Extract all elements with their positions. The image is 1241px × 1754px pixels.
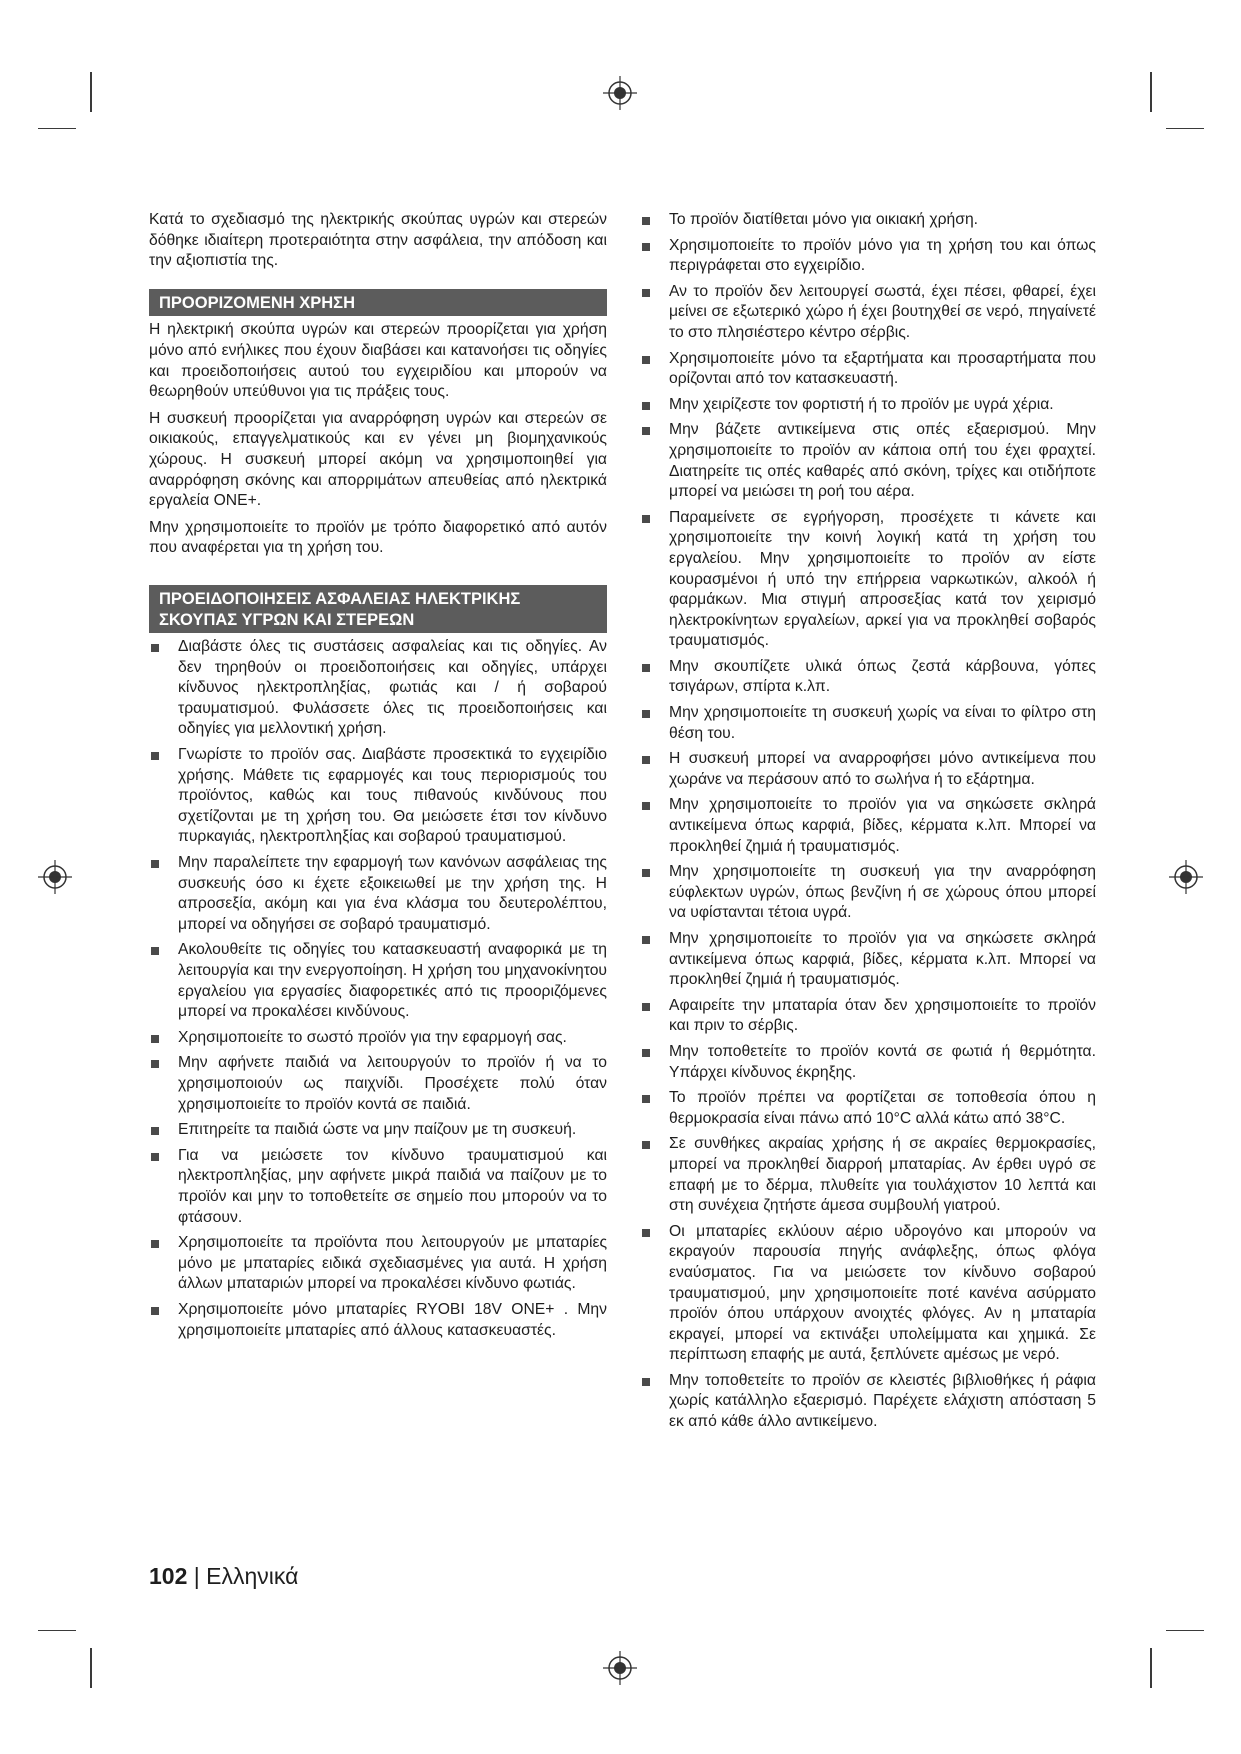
- square-bullet-icon: [642, 1095, 650, 1103]
- list-item: [640, 349, 1096, 390]
- list-item-text: Μην χρησιμοποιείτε το προϊόν για να σηκώσετε σκληρά αντικείμενα όπως καρφιά, βίδες, κέρματα κ.λπ. Μπορεί να προκληθεί ζημιά ή τραυματισμός.: [669, 930, 1096, 989]
- list-item-text: Μην τοποθετείτε το προϊόν σε κλειστές βιβλιοθήκες ή ράφια χωρίς κατάλληλο εξαερισμό. Παρέχετε ελάχιστη απόσταση 5 εκ από κάθε άλλο αντικείμενο.: [669, 1371, 1096, 1431]
- list-item-text: Αφαιρείτε την μπαταρία όταν δεν χρησιμοποιείτε το προϊόν και πριν το σέρβις.: [669, 996, 1096, 1035]
- list-item: [640, 1088, 1096, 1129]
- list-item: [640, 996, 1096, 1037]
- square-bullet-icon: [151, 1240, 159, 1248]
- list-item: [640, 929, 1096, 991]
- square-bullet-icon: [642, 356, 650, 364]
- intended-use-paragraph: Μην χρησιμοποιείτε το προϊόν με τρόπο διαφορετικό από αυτόν που αναφέρεται για τη χρήση του.: [149, 518, 607, 557]
- list-item-text: Για να μειώσετε τον κίνδυνο τραυματισμού και ηλεκτροπληξίας, μην αφήνετε μικρά παιδιά να παίζουν με το προϊόν και μην το τοποθετείτε σε σημείο που μπορούν να το φτάσουν.: [178, 1146, 607, 1226]
- intended-use-paragraph: Η ηλεκτρική σκούπα υγρών και στερεών προορίζεται για χρήση μόνο από ενήλικες που έχουν διαβάσει και κατανοήσει τις οδηγίες και προειδοποιήσεις αυτού του εγχειριδίου και μπορούν να θεωρηθούν υπεύθυνοι για τις πράξεις τους.: [149, 321, 607, 401]
- list-item-text: Το προϊόν διατίθεται μόνο για οικιακή χρήση.: [669, 211, 979, 228]
- list-item: [640, 395, 1096, 416]
- list-item: [149, 1233, 607, 1295]
- list-item: [640, 1042, 1096, 1083]
- square-bullet-icon: [151, 860, 159, 868]
- square-bullet-icon: [642, 802, 650, 810]
- crop-mark: [90, 1648, 92, 1688]
- list-item: [640, 703, 1096, 744]
- safety-heading-line: ΣΚΟΥΠΑΣ ΥΓΡΩΝ ΚΑΙ ΣΤΕΡΕΩΝ: [159, 610, 415, 629]
- square-bullet-icon: [642, 243, 650, 251]
- list-item-text: Μην σκουπίζετε υλικά όπως ζεστά κάρβουνα, γόπες τσιγάρων, σπίρτα κ.λπ.: [669, 657, 1096, 696]
- left-column: [149, 210, 607, 1346]
- square-bullet-icon: [642, 1378, 650, 1386]
- list-item: [640, 1222, 1096, 1366]
- list-item-text: Μην παραλείπετε την εφαρμογή των κανόνων ασφάλειας της συσκευής όσο κι έχετε εξοικειωθεί με την χρήση της. Η απροσεξία, ακόμη και για ένα κλάσμα του δευτερολέπτου, μπορεί να οδηγήσει σε σοβαρό τραυματισμό.: [178, 854, 607, 933]
- square-bullet-icon: [151, 1060, 159, 1068]
- list-item: [640, 1134, 1096, 1216]
- list-item-text: Παραμείνετε σε εγρήγορση, προσέχετε τι κάνετε και χρησιμοποιείτε την κοινή λογική κατά τη χρήση του εργαλείου. Μην χρησιμοποιείτε το προϊόν αν είστε κουρασμένοι ή υπό την επήρρεια ναρκωτικών, αλκοόλ ή φαρμάκων. Μια στιγμή απροσεξίας κατά τον χειρισμό ηλεκτροκίνητων εργαλείων, αρκεί για να προκληθεί σοβαρός τραυματισμός.: [669, 508, 1096, 650]
- square-bullet-icon: [642, 427, 650, 435]
- registration-mark-icon: [603, 76, 637, 110]
- square-bullet-icon: [642, 1229, 650, 1237]
- square-bullet-icon: [642, 1049, 650, 1057]
- square-bullet-icon: [642, 936, 650, 944]
- list-item-text: Μην χρησιμοποιείτε τη συσκευή για την αναρρόφηση εύφλεκτων υγρών, όπως βενζίνη ή σε χώρους όπου μπορεί να υφίστανται τέτοια υγρά.: [669, 863, 1096, 922]
- list-item-text: Χρησιμοποιείτε τα προϊόντα που λειτουργούν με μπαταρίες μόνο με μπαταρίες ειδικά σχεδιασμένες για αυτά. Η χρήση άλλων μπαταριών μπορεί να προκαλέσει κίνδυνο φωτιάς.: [178, 1234, 607, 1293]
- list-item: [149, 745, 607, 848]
- list-item-text: Μην χρησιμοποιείτε το προϊόν για να σηκώσετε σκληρά αντικείμενα όπως καρφιά, βίδες, κέρματα κ.λπ. Μπορεί να προκληθεί ζημιά ή τραυματισμός.: [669, 796, 1096, 855]
- list-item-text: Οι μπαταρίες εκλύουν αέριο υδρογόνο και μπορούν να εκραγούν παρουσία πηγής ανάφλεξης, όπως φλόγα εναύσματος. Για να μειώσετε τον κίνδυνο σοβαρού τραυματισμού, μην χρησιμοποιείτε ποτέ κανένα ασύρματο προϊόν όπου υπάρχουν ανοιχτές φλόγες. Αν η μπαταρία εκραγεί, μπορεί να εκτινάξει υπολείμματα και χημικά. Σε περίπτωση επαφής με αυτά, ξεπλύνετε αμέσως με νερό.: [669, 1222, 1096, 1364]
- list-item-text: Σε συνθήκες ακραίας χρήσης ή σε ακραίες θερμοκρασίες, μπορεί να προκληθεί διαρροή μπαταρίας. Αν έρθει υγρό σε επαφή με το δέρμα, πλυθείτε για τουλάχιστον 10 λεπτά και στη συνέχεια ζητήστε άμεσα συμβουλή γιατρού.: [669, 1135, 1096, 1215]
- square-bullet-icon: [642, 515, 650, 523]
- list-item-text: Διαβάστε όλες τις συστάσεις ασφαλείας και τις οδηγίες. Αν δεν τηρηθούν οι προειδοποιήσεις και οδηγίες, υπάρχει κίνδυνος ηλεκτροπληξίας, φωτιάς και / ή σοβαρού τραυματισμού. Φυλάσσετε όλες τις προειδοποιήσεις και οδηγίες για μελλοντική χρήση.: [178, 638, 607, 738]
- crop-mark: [1166, 128, 1204, 129]
- square-bullet-icon: [151, 644, 159, 652]
- square-bullet-icon: [151, 752, 159, 760]
- list-item-text: Μην χρησιμοποιείτε τη συσκευή χωρίς να είναι το φίλτρο στη θέση του.: [669, 704, 1096, 742]
- square-bullet-icon: [642, 289, 650, 297]
- square-bullet-icon: [151, 1127, 159, 1135]
- page-number: 102: [149, 1563, 188, 1589]
- square-bullet-icon: [642, 710, 650, 718]
- crop-mark: [38, 1630, 76, 1631]
- list-item: [640, 508, 1096, 652]
- square-bullet-icon: [642, 402, 650, 410]
- square-bullet-icon: [151, 947, 159, 955]
- list-item-text: Χρησιμοποιείτε το σωστό προϊόν για την εφαρμογή σας.: [178, 1028, 567, 1046]
- list-item-text: Χρησιμοποιείτε το προϊόν μόνο για τη χρήση του και όπως περιγράφεται στο εγχειρίδιο.: [669, 236, 1096, 275]
- list-item: [149, 940, 607, 1022]
- footer-language: Ελληνικά: [206, 1563, 299, 1589]
- square-bullet-icon: [151, 1307, 159, 1315]
- list-item-text: Μην χειρίζεστε τον φορτιστή ή το προϊόν με υγρά χέρια.: [669, 395, 1054, 413]
- square-bullet-icon: [642, 756, 650, 764]
- list-item-text: Χρησιμοποιείτε μόνο μπαταρίες RYOBI 18V ONE+ . Μην χρησιμοποιείτε μπαταρίες από άλλους κατασκευαστές.: [178, 1300, 607, 1339]
- crop-mark: [90, 72, 92, 112]
- square-bullet-icon: [642, 664, 650, 672]
- footer-separator: |: [193, 1563, 200, 1589]
- list-item-text: Μην τοποθετείτε το προϊόν κοντά σε φωτιά ή θερμότητα. Υπάρχει κίνδυνος έκρηξης.: [669, 1042, 1096, 1081]
- registration-mark-icon: [1169, 860, 1203, 894]
- list-item: [149, 1300, 607, 1341]
- crop-mark: [1150, 1648, 1152, 1688]
- crop-mark: [1166, 1630, 1204, 1631]
- list-item: [640, 1371, 1096, 1433]
- list-item-text: Αν το προϊόν δεν λειτουργεί σωστά, έχει πέσει, φθαρεί, έχει μείνει σε εξωτερικό χώρο ή έχει βουτηχθεί σε νερό, πηγαίνετέ το στο πλησιέστερο κέντρο σέρβις.: [669, 282, 1096, 341]
- list-item-text: Γνωρίστε το προϊόν σας. Διαβάστε προσεκτικά το εγχειρίδιο χρήσης. Μάθετε τις εφαρμογές και τους περιορισμούς του προϊόντος, καθώς και τους πιθανούς κινδύνους που σχετίζονται με τη χρήση του. Θα μειώσετε έτσι τον κίνδυνο πυρκαγιάς, ηλεκτροπληξίας και σοβαρού τραυματισμού.: [178, 746, 607, 846]
- safety-heading-line: ΠΡΟΕΙΔΟΠΟΙΗΣΕΙΣ ΑΣΦΑΛΕΙΑΣ ΗΛΕΚΤΡΙΚΗΣ: [159, 589, 521, 608]
- list-item: [149, 853, 607, 935]
- list-item-text: Χρησιμοποιείτε μόνο τα εξαρτήματα και προσαρτήματα που ορίζονται από τον κατασκευαστή.: [669, 349, 1096, 388]
- square-bullet-icon: [151, 1153, 159, 1161]
- square-bullet-icon: [151, 1035, 159, 1043]
- right-column: [640, 210, 1096, 1438]
- square-bullet-icon: [642, 1141, 650, 1149]
- safety-warnings-heading: [149, 585, 607, 633]
- list-item: [149, 637, 607, 740]
- list-item-text: Μην βάζετε αντικείμενα στις οπές εξαερισμού. Μην χρησιμοποιείτε το προϊόν αν κάποια οπή του έχει φραχτεί. Διατηρείτε τις οπές καθαρές από σκόνη, τρίχες και οτιδήποτε μπορεί να μειώσει τη ροή του αέρα.: [669, 421, 1096, 501]
- list-item: [640, 749, 1096, 790]
- list-item-text: Η συσκευή μπορεί να αναρροφήσει μόνο αντικείμενα που χωράνε να περάσουν από το σωλήνα ή το εξάρτημα.: [669, 750, 1096, 788]
- intended-use-paragraph: Η συσκευή προορίζεται για αναρρόφηση υγρών και στερεών σε οικιακούς, επαγγελματικούς και εν γένει μη βιομηχανικούς χώρους. Η συσκευή μπορεί ακόμη να χρησιμοποιηθεί για αναρρόφηση σκόνης και απορριμάτων απευθείας από ηλεκτρικά εργαλεία ONE+.: [149, 409, 607, 510]
- list-item: [149, 1053, 607, 1115]
- list-item: [640, 282, 1096, 344]
- crop-mark: [38, 128, 76, 129]
- safety-list-left: [149, 637, 607, 1341]
- list-item: [640, 795, 1096, 857]
- list-item-text: Το προϊόν πρέπει να φορτίζεται σε τοποθεσία όπου η θερμοκρασία είναι πάνω από 10°C αλλά κάτω από 38°C.: [669, 1089, 1096, 1127]
- square-bullet-icon: [642, 217, 650, 225]
- list-item: [640, 236, 1096, 277]
- list-item-text: Επιτηρείτε τα παιδιά ώστε να μην παίζουν με τη συσκευή.: [178, 1121, 577, 1139]
- list-item: [149, 1120, 607, 1141]
- page-footer: [149, 1563, 298, 1590]
- list-item: [149, 1146, 607, 1228]
- list-item: [149, 1028, 607, 1049]
- list-item-text: Μην αφήνετε παιδιά να λειτουργούν το προϊόν ή να το χρησιμοποιούν ως παιχνίδι. Προσέχετε πολύ όταν χρησιμοποιείτε το προϊόν κοντά σε παιδιά.: [178, 1054, 607, 1113]
- registration-mark-icon: [603, 1651, 637, 1685]
- safety-list-right: [640, 210, 1096, 1433]
- registration-mark-icon: [38, 860, 72, 894]
- intended-use-heading: ΠΡΟΟΡΙΖΟΜΕΝΗ ΧΡΗΣΗ: [149, 289, 607, 317]
- square-bullet-icon: [642, 1003, 650, 1011]
- intro-paragraph: Κατά το σχεδιασμό της ηλεκτρικής σκούπας υγρών και στερεών δόθηκε ιδιαίτερη προτεραιότητα στην ασφάλεια, την απόδοση και την αξιοπιστία της.: [149, 211, 607, 270]
- square-bullet-icon: [642, 869, 650, 877]
- crop-mark: [1150, 72, 1152, 112]
- list-item: [640, 210, 1096, 231]
- list-item-text: Ακολουθείτε τις οδηγίες του κατασκευαστή αναφορικά με τη λειτουργία και την ενεργοποίηση. Η χρήση του μηχανοκίνητου εργαλείου για εργασίες διαφορετικές από τις προοριζόμενες μπορεί να προκαλέσει κινδύνους.: [178, 941, 607, 1021]
- list-item: [640, 862, 1096, 924]
- list-item: [640, 657, 1096, 698]
- list-item: [640, 420, 1096, 502]
